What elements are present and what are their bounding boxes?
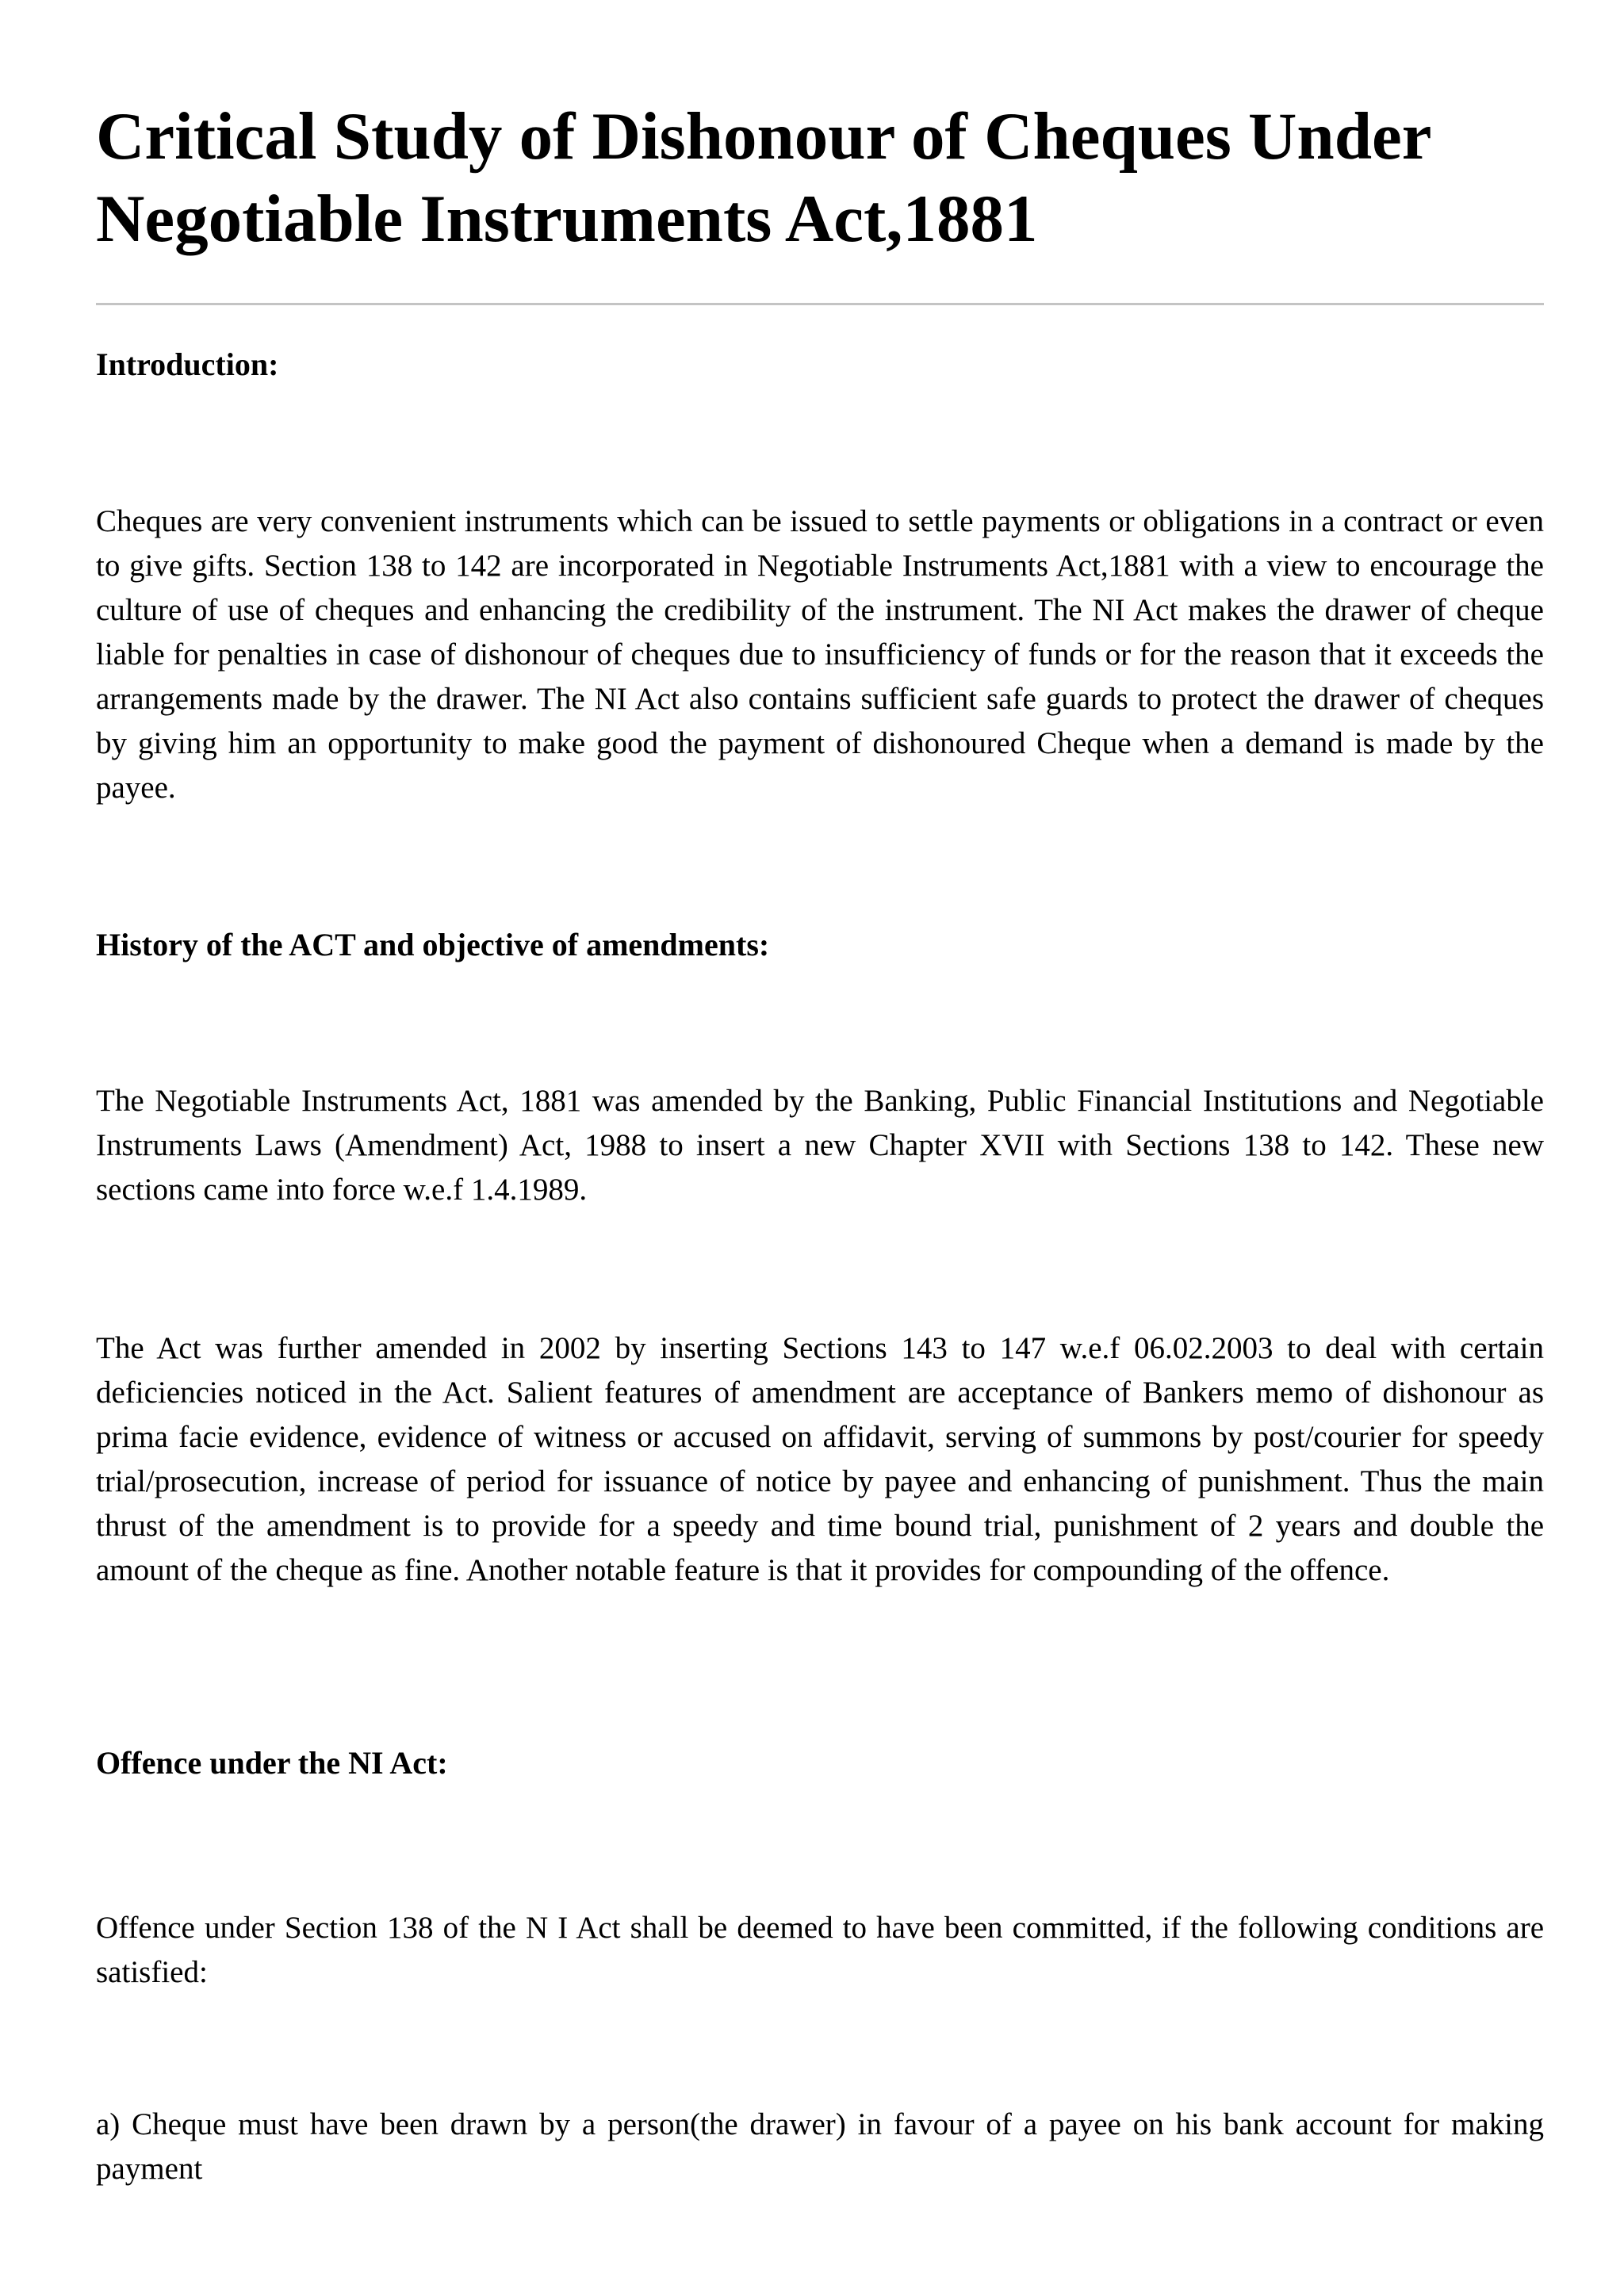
- paragraph-offence-conditions: Offence under Section 138 of the N I Act shall be deemed to have been committed, if the following conditions are satisfied:: [96, 1911, 1544, 1989]
- paragraph-history-1: The Negotiable Instruments Act, 1881 was amended by the Banking, Public Financial Institutions and Negotiable Instruments Laws (Amendment) Act, 1988 to insert a new Chapter XVII with Sections 138 to 142. These new sections came into force w.e.f 1.4.1989.: [96, 1084, 1544, 1207]
- section-heading-history: History of the ACT and objective of amendments:: [96, 927, 770, 962]
- paragraph-offence-condition-a: a) Cheque must have been drawn by a person(the drawer) in favour of a payee on his bank account for making payment: [96, 2107, 1544, 2186]
- paragraph-history-2: The Act was further amended in 2002 by inserting Sections 143 to 147 w.e.f 06.02.2003 to deal with certain deficiencies noticed in the Act. Salient features of amendment are acceptance of Bankers memo of dishonour as prima facie evidence, evidence of witness or accused on affidavit, serving of summons by post/courier for speedy trial/prosecution, increase of period for issuance of notice by payee and enhancing of punishment. Thus the main thrust of the amendment is to provide for a speedy and time bound trial, punishment of 2 years and double the amount of the cheque as fine. Another notable feature is that it provides for compounding of the offence.: [96, 1331, 1544, 1587]
- section-heading-introduction: Introduction:: [96, 346, 279, 382]
- paragraph-introduction: Cheques are very convenient instruments which can be issued to settle payments or obligations in a contract or even to give gifts. Section 138 to 142 are incorporated in Negotiable Instruments Act,1881 with a view to encourage the culture of use of cheques and enhancing the credibility of the instrument. The NI Act makes the drawer of cheque liable for penalties in case of dishonour of cheques due to insufficiency of funds or for the reason that it exceeds the arrangements made by the drawer. The NI Act also contains sufficient safe guards to protect the drawer of cheques by giving him an opportunity to make good the payment of dishonoured Cheque when a demand is made by the payee.: [96, 504, 1544, 805]
- section-heading-offence: Offence under the NI Act:: [96, 1745, 448, 1781]
- document-title: Critical Study of Dishonour of Cheques Under Negotiable Instruments Act,1881: [96, 99, 1431, 256]
- title-divider: [96, 303, 1544, 305]
- document-page: [96, 95, 1544, 260]
